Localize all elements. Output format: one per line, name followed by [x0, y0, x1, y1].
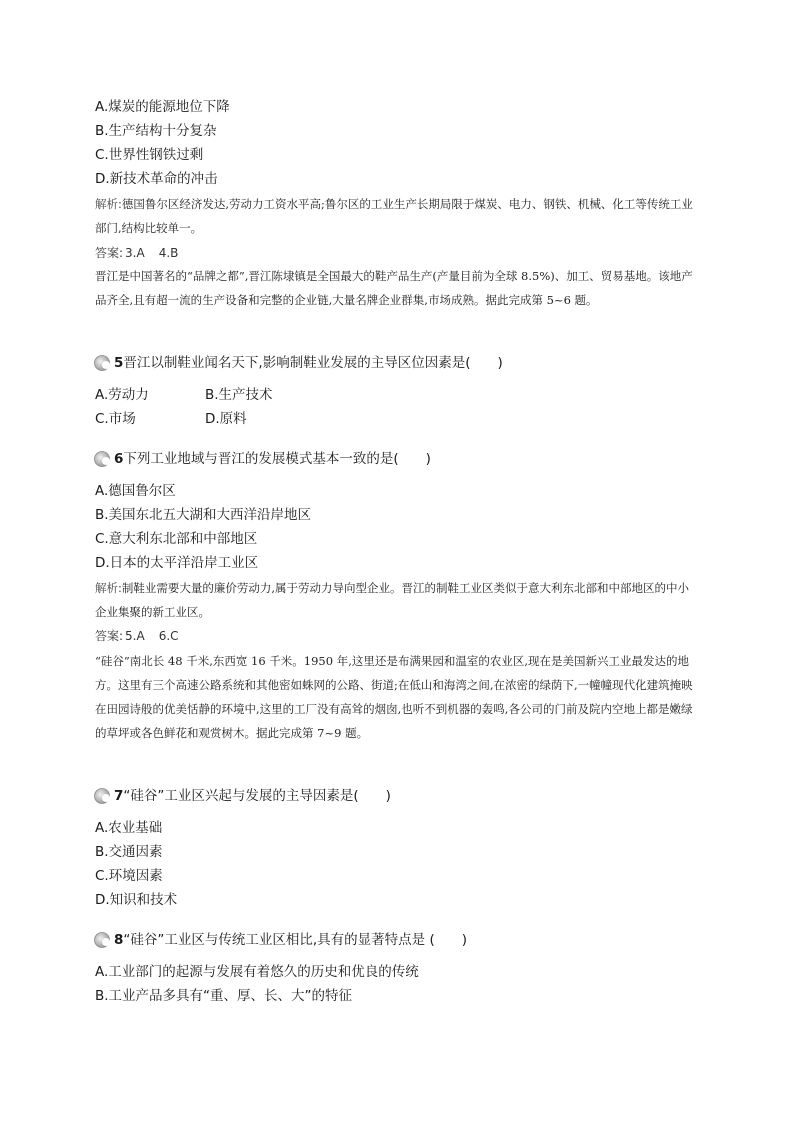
question-text: “硅谷”工业区与传统工业区相比,具有的显著特点是 ( ) [123, 932, 468, 948]
analysis-paragraph [95, 576, 700, 624]
question-number: 8 [114, 932, 124, 948]
answer-label: 答案: [95, 246, 124, 260]
option-b: B.工业产品多具有“重、厚、长、大”的特征 [95, 988, 353, 1004]
analysis-label: 解析: [95, 197, 122, 211]
option-d: D.原料 [205, 411, 247, 427]
question-number: 6 [114, 451, 124, 467]
option-d: D.新技术革命的冲击 [95, 171, 218, 187]
question-text: “硅谷”工业区兴起与发展的主导因素是( ) [123, 788, 391, 804]
option-a: A.工业部门的起源与发展有着悠久的历史和优良的传统 [95, 964, 419, 980]
option-d: D.日本的太平洋沿岸工业区 [95, 555, 259, 571]
question-number: 5 [114, 355, 124, 371]
analysis-label: 解析: [95, 581, 122, 595]
answer-label: 答案: [95, 629, 124, 643]
option-a: A.劳动力 [95, 387, 149, 403]
question-text: 晋江以制鞋业闻名天下,影响制鞋业发展的主导区位因素是( ) [123, 355, 503, 371]
answer-value: 3.A [125, 246, 145, 260]
analysis-text: 德国鲁尔区经济发达,劳动力工资水平高;鲁尔区的工业生产长期局限于煤炭、电力、钢铁、机械、化工等传统工业部门,结构比较单一。 [95, 197, 693, 235]
answer-line [95, 627, 179, 645]
option-b: B.生产技术 [205, 387, 273, 403]
circle-bullet-icon [92, 354, 112, 372]
question-8 [92, 929, 467, 951]
analysis-paragraph [95, 192, 700, 240]
answer-value: 5.A [125, 629, 145, 643]
option-a: A.农业基础 [95, 820, 163, 836]
passage-jinjiang: 晋江是中国著名的“品牌之都”,晋江陈埭镇是全国最大的鞋产品生产(产量目前为全球 8.5%)、加工、贸易基地。该地产品齐全,且有超一流的生产设备和完整的企业链,大量名牌企业群集,市场成熟。据此完成第 5~6 题。 [95, 269, 693, 307]
question-text: 下列工业地域与晋江的发展模式基本一致的是( ) [123, 451, 431, 467]
answer-value: 6.C [158, 629, 179, 643]
question-5 [92, 352, 503, 374]
circle-bullet-icon [92, 450, 112, 468]
option-a: A.煤炭的能源地位下降 [95, 99, 230, 115]
passage-silicon-valley: “硅谷”南北长 48 千米,东西宽 16 千米。1950 年,这里还是布满果园和温室的农业区,现在是美国新兴工业最发达的地方。这里有三个高速公路系统和其他密如蛛网的公路、街道;在低山和海湾之间,在浓密的绿荫下,一幢幢现代化建筑掩映在田园诗般的优美恬静的环境中,这里的工厂没有高耸的烟囱,也听不到机器的轰鸣,各公司的门前及院内空地上都是嫩绿的草坪或各色鲜花和观赏树木。据此完成第 7~9 题。 [95, 654, 693, 740]
option-b: B.美国东北五大湖和大西洋沿岸地区 [95, 507, 312, 523]
option-c: C.环境因素 [95, 868, 163, 884]
option-d: D.知识和技术 [95, 892, 178, 908]
question-number: 7 [114, 788, 124, 804]
answer-line [95, 244, 178, 262]
option-b: B.生产结构十分复杂 [95, 123, 217, 139]
question-7 [92, 785, 391, 807]
circle-bullet-icon [92, 931, 112, 949]
answer-value: 4.B [158, 246, 179, 260]
option-c: C.意大利东北部和中部地区 [95, 531, 258, 547]
option-a: A.德国鲁尔区 [95, 483, 176, 499]
option-b: B.交通因素 [95, 844, 163, 860]
question-6 [92, 448, 431, 470]
option-c: C.市场 [95, 411, 136, 427]
analysis-text: 制鞋业需要大量的廉价劳动力,属于劳动力导向型企业。晋江的制鞋工业区类似于意大利东北部和中部地区的中小企业集聚的新工业区。 [95, 581, 690, 619]
option-c: C.世界性钢铁过剩 [95, 147, 204, 163]
circle-bullet-icon [92, 787, 112, 805]
